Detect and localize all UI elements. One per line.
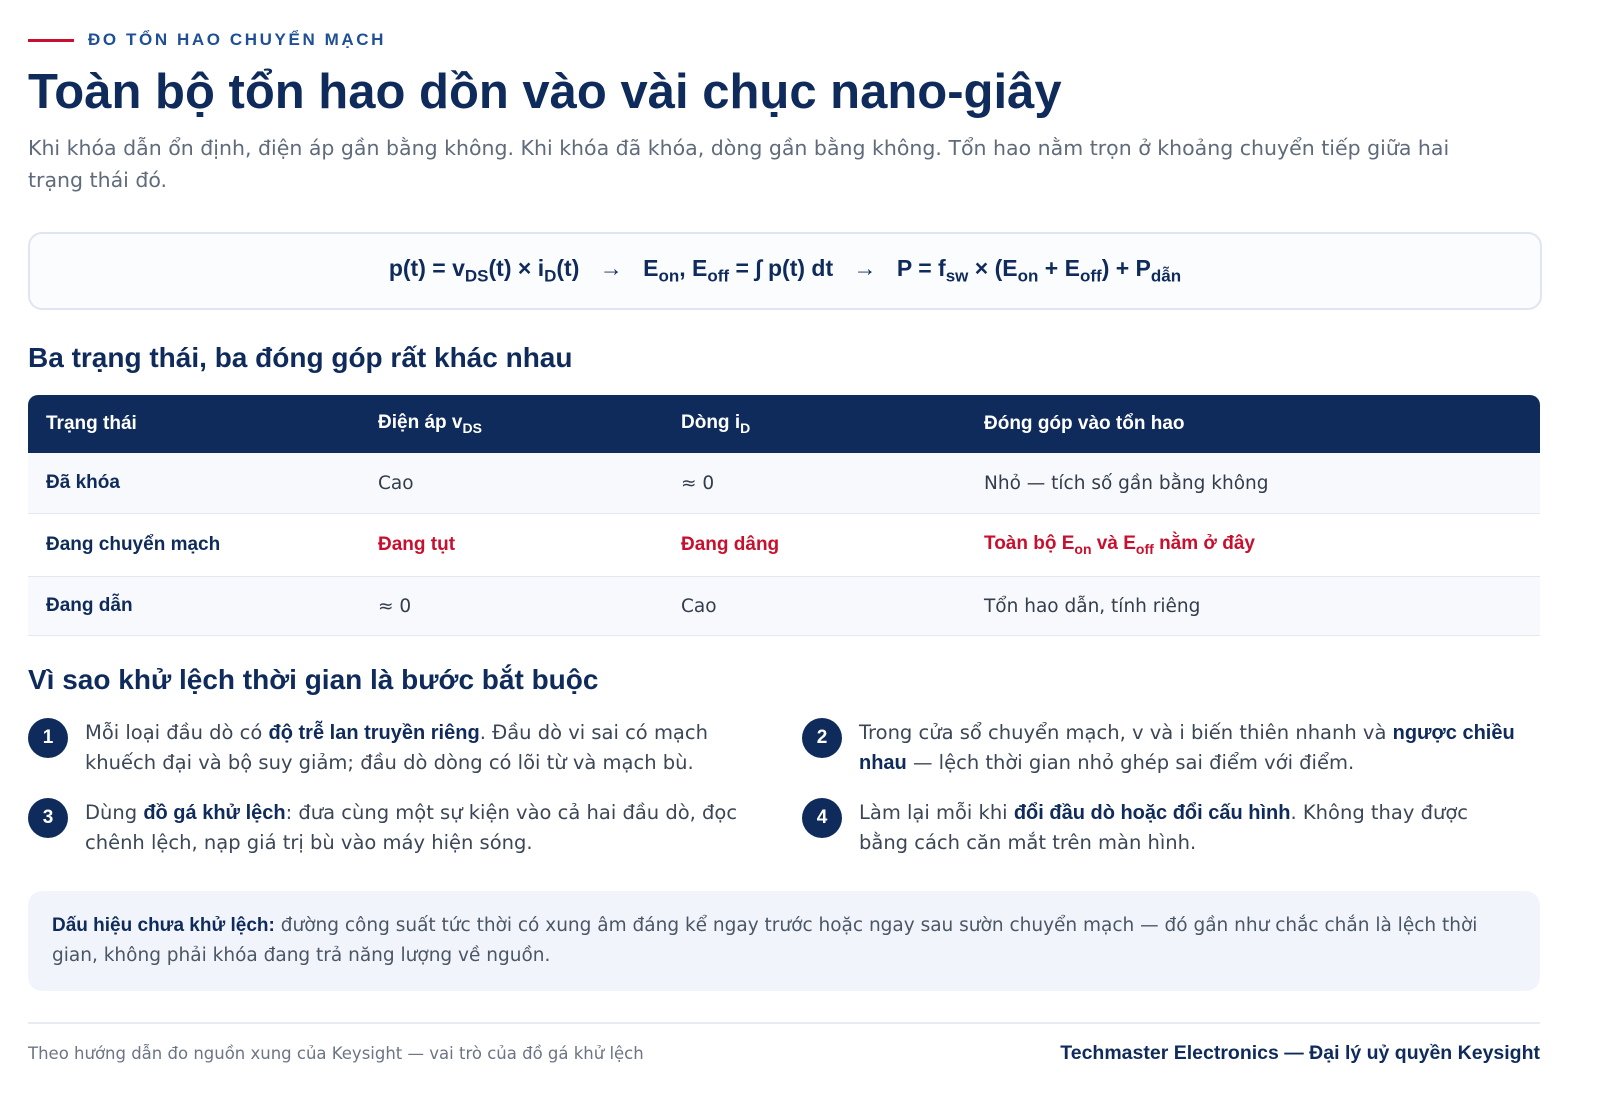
step-item (28, 718, 748, 778)
step-text (859, 718, 1522, 778)
cell-state: Đã khóa (46, 472, 120, 493)
formula-text: p(t) = v (388, 255, 465, 282)
formula-sub: sw (945, 266, 969, 286)
note-label: Dấu hiệu chưa khử lệch: (52, 915, 275, 936)
step-number-badge: 3 (28, 798, 68, 838)
formula (389, 255, 1181, 287)
cell-voltage: Đang tụt (378, 534, 456, 555)
note-text (52, 911, 1508, 971)
cell-sub: on (1074, 540, 1092, 557)
formula-box (28, 232, 1542, 310)
cell-state: Đang dẫn (46, 595, 133, 616)
header-voltage (378, 412, 482, 436)
formula-sub: off (707, 266, 730, 286)
formula-sub: on (658, 266, 680, 286)
formula-sub: DS (464, 266, 489, 286)
step-text (85, 718, 748, 778)
footer-source: Theo hướng dẫn đo nguồn xung của Keysight — vai trò của đồ gá khử lệch (28, 1044, 644, 1063)
cell-state: Đang chuyển mạch (46, 534, 221, 555)
step-number-badge: 1 (28, 718, 68, 758)
header-voltage-text: Điện áp v (378, 412, 463, 434)
formula-text: = ∫ p(t) dt (729, 255, 834, 282)
header-state: Trạng thái (46, 413, 137, 434)
header-contribution: Đóng góp vào tổn hao (984, 413, 1185, 434)
step-emphasis: đồ gá khử lệch (143, 802, 286, 824)
cell-text: nằm ở đây (1153, 533, 1255, 555)
eyebrow-text: ĐO TỔN HAO CHUYỂN MẠCH (88, 30, 387, 49)
cell-sub: off (1135, 540, 1154, 557)
step-text-part: . Không thay được bằng cách căn mắt trên màn hình. (859, 801, 1468, 854)
formula-text: , E (679, 255, 708, 282)
eyebrow-accent-bar (28, 39, 74, 42)
step-item (28, 798, 748, 858)
step-text (859, 798, 1522, 858)
step-text-part: Mỗi loại đầu dò có (85, 721, 269, 744)
page-title: Toàn bộ tổn hao dồn vào vài chục nano-giây (28, 65, 1062, 119)
formula-text: + E (1038, 255, 1080, 282)
step-text-part: — lệch thời gian nhỏ ghép sai điểm với điểm. (906, 751, 1355, 774)
step-text-part: Trong cửa sổ chuyển mạch, v và i biến thiên nhanh và (859, 721, 1393, 744)
step-text (85, 798, 748, 858)
header-current (681, 412, 750, 436)
table-row (28, 514, 1540, 577)
formula-text: × (E (968, 255, 1018, 282)
cell-current: Cao (681, 595, 717, 617)
arrow-icon: → (853, 255, 877, 282)
step-item (802, 718, 1522, 778)
eyebrow (28, 30, 386, 50)
arrow-icon: → (599, 255, 623, 282)
note-body: đường công suất tức thời có xung âm đáng kể ngay trước hoặc ngay sau sườn chuyển mạch — đó gần như chắc chắn là lệch thời gian, không phải khóa đang trả năng lượng về nguồn. (52, 915, 1478, 966)
formula-sub: dẫn (1150, 266, 1182, 286)
table-row (28, 453, 1540, 514)
cell-current: Đang dâng (681, 534, 780, 555)
cell-voltage: ≈ 0 (378, 595, 412, 617)
step-text-part: Làm lại mỗi khi (859, 801, 1014, 824)
cell-contribution: Tổn hao dẫn, tính riêng (984, 595, 1201, 617)
cell-text: và E (1091, 533, 1136, 555)
formula-text: ) + P (1101, 255, 1151, 282)
states-table (28, 395, 1540, 636)
header-current-sub: D (740, 419, 751, 436)
header-current-text: Dòng i (681, 412, 741, 434)
cell-contribution (984, 533, 1255, 557)
lead-paragraph: Khi khóa dẫn ổn định, điện áp gần bằng không. Khi khóa đã khóa, dòng gần bằng không. Tổn hao nằm trọn ở khoảng chuyển tiếp giữa hai trạng thái đó. (28, 136, 1450, 192)
header-voltage-sub: DS (462, 419, 482, 436)
step-number-badge: 2 (802, 718, 842, 758)
table-header-row (28, 395, 1540, 453)
section-title-deskew: Vì sao khử lệch thời gian là bước bắt buộc (28, 664, 599, 695)
cell-current: ≈ 0 (681, 472, 715, 494)
section-title-states: Ba trạng thái, ba đóng góp rất khác nhau (28, 342, 573, 373)
cell-contribution: Nhỏ — tích số gần bằng không (984, 472, 1269, 494)
cell-voltage: Cao (378, 472, 414, 494)
formula-text: (t) (556, 255, 580, 282)
footer-brand: Techmaster Electronics — Đại lý uỷ quyền Keysight (1060, 1042, 1540, 1064)
step-number-badge: 4 (802, 798, 842, 838)
footer-divider (28, 1022, 1540, 1024)
step-text-part: . Đầu dò vi sai có mạch khuếch đại và bộ suy giảm; đầu dò dòng có lõi từ và mạch bù. (85, 721, 708, 774)
table-row (28, 577, 1540, 636)
formula-sub: on (1017, 266, 1039, 286)
step-text-part: Dùng (85, 801, 144, 824)
warning-note (28, 891, 1540, 991)
step-text-part: : đưa cùng một sự kiện vào cả hai đầu dò, đọc chênh lệch, nạp giá trị bù vào máy hiện sóng. (85, 801, 738, 854)
formula-text: E (643, 255, 659, 282)
step-emphasis: đổi đầu dò hoặc đổi cấu hình (1013, 802, 1291, 824)
step-item (802, 798, 1522, 858)
step-emphasis: ngược chiều nhau (859, 722, 1515, 774)
formula-sub: D (544, 266, 557, 286)
formula-text: P = f (896, 255, 946, 282)
formula-text: (t) × i (488, 255, 545, 282)
step-emphasis: độ trễ lan truyền riêng (268, 722, 480, 744)
cell-text: Toàn bộ E (984, 533, 1075, 555)
formula-sub: off (1079, 266, 1102, 286)
